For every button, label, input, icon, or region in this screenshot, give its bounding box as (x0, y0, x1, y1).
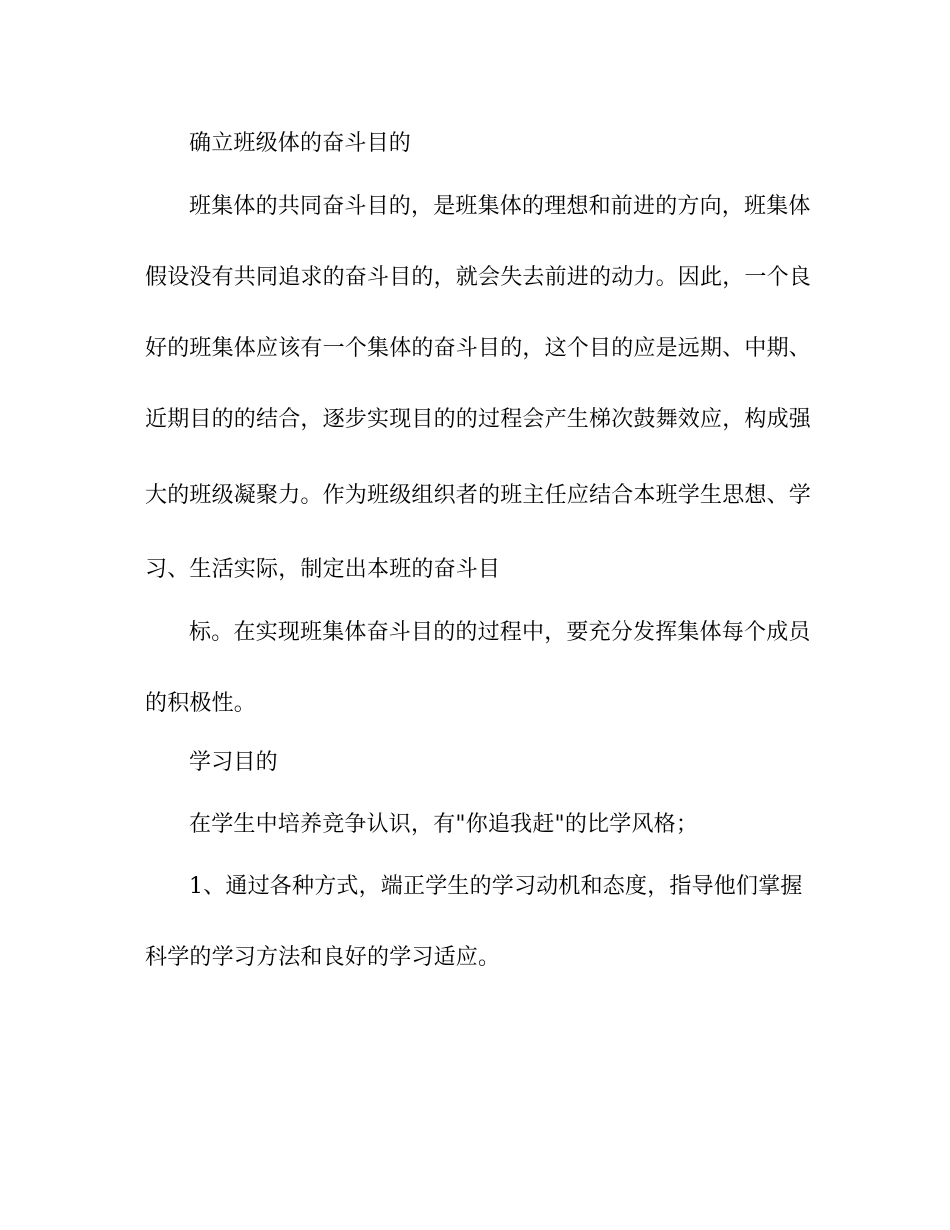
heading-goal: 确立班级体的奋斗目的 (189, 131, 412, 156)
paragraph-line: 近期目的的结合，逐步实现目的的过程会产生梯次鼓舞效应，构成强 (145, 407, 812, 432)
paragraph-line: 大的班级凝聚力。作为班级组织者的班主任应结合本班学生思想、学 (145, 483, 812, 508)
paragraph-line: 假设没有共同追求的奋斗目的，就会失去前进的动力。因此，一个良 (145, 265, 812, 290)
paragraph-line: 的积极性。 (145, 691, 257, 716)
heading-study-goal: 学习目的 (189, 750, 278, 775)
paragraph-line: 标。在实现班集体奋斗目的的过程中，要充分发挥集体每个成员 (189, 620, 811, 645)
paragraph-line: 在学生中培养竞争认识，有"你追我赶"的比学风格； (189, 812, 699, 837)
list-item-1: 1、通过各种方式，端正学生的学习动机和态度，指导他们掌握 (189, 874, 803, 899)
paragraph-line: 习、生活实际，制定出本班的奋斗目 (145, 557, 501, 582)
paragraph-line: 班集体的共同奋斗目的，是班集体的理想和前进的方向，班集体 (189, 194, 811, 219)
paragraph-line: 科学的学习方法和良好的学习适应。 (145, 945, 501, 970)
paragraph-line: 好的班集体应该有一个集体的奋斗目的，这个目的应是远期、中期、 (145, 336, 812, 361)
